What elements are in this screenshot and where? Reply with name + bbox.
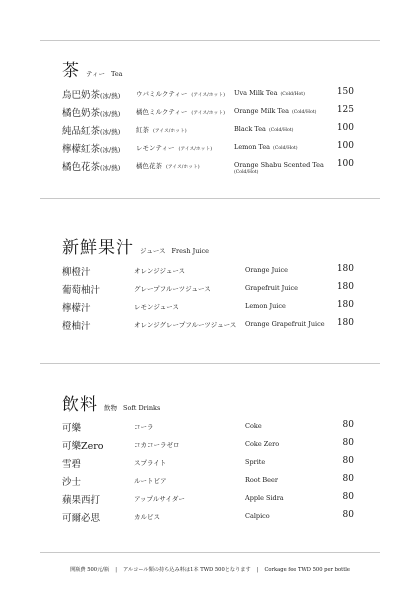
item-price: 80 xyxy=(342,456,354,466)
item-price: 180 xyxy=(336,264,354,274)
menu-item xyxy=(62,420,362,434)
menu-item xyxy=(62,282,362,296)
item-name-jp-text: グレープフルーツジュース xyxy=(134,285,211,293)
item-name-zh xyxy=(62,123,120,137)
item-name-en-text: Coke xyxy=(245,422,262,430)
item-name-jp xyxy=(134,266,185,275)
item-temp-zh: (冰/熱) xyxy=(100,146,121,154)
item-name-jp-text: ウバミルクティー xyxy=(136,90,188,98)
item-name-zh xyxy=(62,474,81,488)
item-name-zh xyxy=(62,456,81,470)
item-name-en-text: Lemon Tea xyxy=(234,143,271,151)
item-temp-en: (Cold/Hot) xyxy=(268,128,294,133)
item-price: 100 xyxy=(336,123,354,133)
item-temp-jp: (アイス/ホット) xyxy=(191,93,226,98)
item-name-jp xyxy=(134,320,236,329)
item-name-zh-text: 烏巴奶茶 xyxy=(62,90,101,101)
item-price: 180 xyxy=(336,282,354,292)
menu-item xyxy=(62,492,362,506)
item-name-en xyxy=(234,125,293,133)
item-name-jp xyxy=(136,161,200,170)
item-name-jp-text: レモンティー xyxy=(136,144,175,152)
item-name-jp-text: カルピス xyxy=(134,513,160,521)
item-name-en xyxy=(245,476,278,484)
item-temp-jp: (アイス/ホット) xyxy=(153,129,187,134)
item-name-zh xyxy=(62,510,100,524)
item-name-zh xyxy=(62,264,91,278)
item-name-en-text: Orange Shabu Scented Tea xyxy=(234,161,324,169)
item-name-en-text: Calpico xyxy=(245,512,270,520)
corkage-note-en: Corkage fee TWD 500 per bottle xyxy=(264,567,351,573)
item-name-zh-text: 橘色花茶 xyxy=(62,162,101,173)
menu-item xyxy=(62,438,362,452)
item-price: 180 xyxy=(336,300,354,310)
divider-juice-drinks xyxy=(40,363,380,364)
menu-item xyxy=(62,300,362,314)
item-name-zh xyxy=(62,141,120,155)
section-tea xyxy=(62,56,362,175)
item-name-jp-text: 紅茶 xyxy=(136,126,149,134)
item-name-zh xyxy=(62,87,120,101)
item-temp-zh: (冰/熱) xyxy=(100,92,121,100)
item-name-jp-text: コカコーラゼロ xyxy=(134,441,180,449)
item-name-jp xyxy=(136,107,225,116)
section-header xyxy=(62,56,362,81)
item-price: 80 xyxy=(342,438,354,448)
menu-item xyxy=(62,474,362,488)
item-name-jp-text: コーラ xyxy=(134,423,154,431)
item-name-zh-text: 純品紅茶 xyxy=(62,126,101,137)
item-name-en xyxy=(245,284,298,292)
item-name-en xyxy=(245,266,288,274)
item-name-en xyxy=(245,302,286,310)
item-name-jp xyxy=(134,494,185,503)
item-name-zh xyxy=(62,420,81,434)
item-name-en-text: Black Tea xyxy=(234,125,266,133)
section-subtitle-en: Soft Drinks xyxy=(123,404,161,412)
item-price: 80 xyxy=(342,510,354,520)
item-name-zh-text: 檸檬紅茶 xyxy=(62,144,101,155)
item-name-zh-text: 可樂Zero xyxy=(62,441,104,452)
item-name-en xyxy=(234,107,316,115)
item-price: 80 xyxy=(342,492,354,502)
menu-item xyxy=(62,105,362,119)
item-temp-jp: (アイス/ホット) xyxy=(166,165,200,170)
item-name-zh-text: 橘色奶茶 xyxy=(62,108,101,119)
item-name-zh xyxy=(62,318,91,332)
item-name-zh xyxy=(62,438,103,452)
section-title: 新鮮果汁 xyxy=(62,238,134,258)
item-name-en-text: Orange Grapefruit Juice xyxy=(245,320,325,328)
section-header xyxy=(62,233,362,258)
item-name-zh-text: 蘋果西打 xyxy=(62,495,101,506)
item-name-jp xyxy=(136,89,225,98)
menu-item xyxy=(62,123,362,137)
item-name-en-text: Orange Juice xyxy=(245,266,288,274)
item-name-jp-text: スプライト xyxy=(134,459,167,467)
item-temp-en: (Cold/Hot) xyxy=(280,92,305,97)
bottom-divider xyxy=(40,552,380,553)
item-name-en-text: Root Beer xyxy=(245,476,278,484)
corkage-note-zh: 開瓶費 500元/瓶 xyxy=(69,567,110,573)
item-name-jp-text: オレンジグレープフルーツジュース xyxy=(134,321,237,329)
item-name-en-text: Grapefruit Juice xyxy=(245,284,298,292)
item-name-zh-text: 可樂 xyxy=(62,423,82,434)
item-name-jp xyxy=(134,512,160,521)
item-name-jp-text: レモンジュース xyxy=(134,303,179,311)
item-name-jp-text: オレンジジュース xyxy=(134,267,186,275)
item-name-en-text: Sprite xyxy=(245,458,266,466)
item-temp-jp: (アイス/ホット) xyxy=(178,147,213,152)
item-price: 180 xyxy=(336,318,354,328)
item-name-en xyxy=(245,440,279,448)
item-name-en xyxy=(245,320,325,328)
item-name-en xyxy=(245,422,262,430)
item-name-zh-text: 沙士 xyxy=(62,477,82,488)
item-name-zh xyxy=(62,159,120,173)
separator: | xyxy=(115,567,117,573)
item-price: 80 xyxy=(342,420,354,430)
separator: | xyxy=(256,567,259,573)
menu-item xyxy=(62,510,362,524)
item-name-jp-text: 橘色花茶 xyxy=(136,162,162,170)
corkage-note-jp: アルコール類の持ち込み料は1本 TWD 500となります xyxy=(122,567,251,573)
section-juice xyxy=(62,233,362,332)
item-name-zh xyxy=(62,300,91,314)
item-temp-zh: (冰/熱) xyxy=(100,164,121,172)
top-divider xyxy=(40,40,380,41)
section-title: 飲料 xyxy=(62,395,98,415)
item-name-en xyxy=(234,143,298,151)
menu-item xyxy=(62,456,362,470)
item-temp-en: (Cold/Hot) xyxy=(234,170,259,175)
section-title: 茶 xyxy=(62,61,80,81)
item-price: 125 xyxy=(336,105,354,115)
menu-item xyxy=(62,141,362,155)
item-name-jp-text: アップルサイダー xyxy=(134,495,185,503)
corkage-note xyxy=(0,566,420,573)
item-name-zh-text: 可爾必思 xyxy=(62,513,101,524)
item-temp-zh: (冰/熱) xyxy=(100,128,121,136)
section-drinks xyxy=(62,390,362,524)
item-name-en-text: Orange Milk Tea xyxy=(234,107,289,115)
item-temp-zh: (冰/熱) xyxy=(100,110,121,118)
item-name-en xyxy=(234,89,305,97)
menu-item xyxy=(62,159,362,173)
item-name-en-text: Uva Milk Tea xyxy=(234,89,278,97)
item-name-en xyxy=(245,458,265,466)
item-name-jp xyxy=(134,476,167,485)
item-name-jp xyxy=(134,458,166,467)
item-name-zh-text: 柳橙汁 xyxy=(62,267,91,278)
item-name-zh-text: 雪碧 xyxy=(62,459,82,470)
menu-item xyxy=(62,264,362,278)
section-subtitle-jp: 飲物 xyxy=(104,404,117,412)
menu-item xyxy=(62,87,362,101)
item-name-jp-text: ルートビア xyxy=(134,477,167,485)
item-price: 150 xyxy=(336,87,354,97)
item-name-jp xyxy=(134,284,211,293)
item-name-jp xyxy=(136,143,212,152)
section-subtitle-jp: ティー xyxy=(86,70,105,78)
item-name-zh-text: 檸檬汁 xyxy=(62,303,91,314)
item-name-zh xyxy=(62,492,100,506)
divider-tea-juice xyxy=(40,198,380,199)
item-name-en xyxy=(245,494,284,502)
item-name-zh-text: 橙柚汁 xyxy=(62,321,91,332)
item-name-jp xyxy=(134,302,179,311)
item-temp-jp: (アイス/ホット) xyxy=(191,111,226,116)
item-name-jp xyxy=(134,422,154,431)
item-name-jp-text: 橘色ミルクティー xyxy=(136,108,188,116)
item-name-en-text: Coke Zero xyxy=(245,440,280,448)
section-header xyxy=(62,390,362,415)
item-name-en xyxy=(245,512,270,520)
item-name-zh xyxy=(62,282,100,296)
item-price: 80 xyxy=(342,474,354,484)
section-subtitle-jp: ジュース xyxy=(140,247,166,255)
item-name-en xyxy=(234,161,324,175)
item-name-zh-text: 葡萄柚汁 xyxy=(62,285,101,296)
item-temp-en: (Cold/Hot) xyxy=(273,146,298,151)
section-subtitle-en: Fresh Juice xyxy=(171,247,209,255)
item-temp-en: (Cold/Hot) xyxy=(291,110,317,115)
menu-item xyxy=(62,318,362,332)
item-price: 100 xyxy=(336,159,354,169)
item-name-en-text: Lemon Juice xyxy=(245,302,286,310)
item-name-zh xyxy=(62,105,120,119)
item-price: 100 xyxy=(336,141,354,151)
item-name-jp xyxy=(134,440,180,449)
item-name-jp xyxy=(136,125,187,134)
item-name-en-text: Apple Sidra xyxy=(245,494,284,502)
section-subtitle-en: Tea xyxy=(110,70,123,78)
